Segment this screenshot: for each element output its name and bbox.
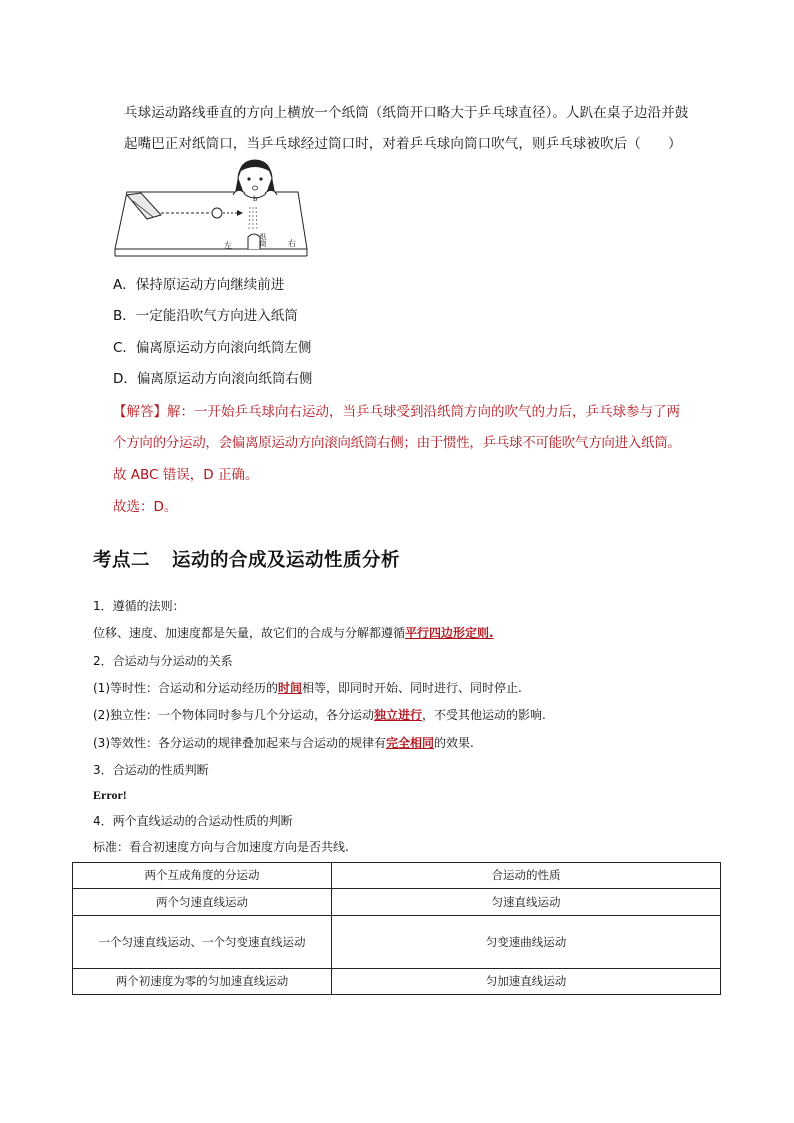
para-4 [93, 679, 522, 696]
option-a: A．保持原运动方向继续前进 [113, 277, 285, 293]
table-cell: 匀变速曲线运动 [332, 916, 721, 969]
table-header-cell: 两个互成角度的分运动 [73, 863, 332, 889]
para-1: 1．遵循的法则： [93, 599, 185, 613]
table-header-row [73, 863, 721, 889]
para-2-highlight: 平行四边形定则. [405, 626, 494, 640]
label-left: 左 [224, 241, 232, 250]
answer-line-1 [113, 400, 680, 420]
table-row [73, 969, 721, 995]
table-cell: 匀加速直线运动 [332, 969, 721, 995]
para-3: 2．合运动与分运动的关系 [93, 654, 233, 668]
section-title-b: 运动的合成及运动性质分析 [172, 550, 401, 571]
para-6 [93, 734, 474, 751]
table-cell: 一个匀速直线运动、一个匀变速直线运动 [73, 916, 332, 969]
para-2-text: 位移、速度、加速度都是矢量，故它们的合成与分解都遵循 [93, 626, 406, 640]
label-tube: 纸筒 [259, 233, 267, 247]
table-header-cell: 合运动的性质 [332, 863, 721, 889]
para-5 [93, 706, 546, 723]
para-7: 3．合运动的性质判断 [93, 763, 209, 777]
table-cell: 匀速直线运动 [332, 889, 721, 916]
para-5-highlight: 独立进行 [374, 708, 423, 722]
para-6-post: 的效果. [434, 736, 474, 750]
para-6-pre: (3)等效性：各分运动的规律叠加起来与合运动的规律有 [93, 736, 387, 750]
option-d: D．偏离原运动方向滚向纸筒右侧 [113, 371, 313, 387]
answer-tag: 【解答】 [113, 404, 167, 420]
table-cell: 两个初速度为零的匀加速直线运动 [73, 969, 332, 995]
answer-line-4: 故选：D。 [113, 499, 178, 515]
para-4-highlight: 时间 [278, 681, 303, 695]
answer-line-3: 故 ABC 错误，D 正确。 [113, 467, 259, 483]
para-5-pre: (2)独立性：一个物体同时参与几个分运动，各分运动 [93, 708, 375, 722]
para-4-pre: (1)等时性：合运动和分运动经历的 [93, 681, 278, 695]
table-cell: 两个匀速直线运动 [73, 889, 332, 916]
para-4-post: 相等，即同时开始、同时进行、同时停止. [302, 681, 522, 695]
label-b: b [253, 195, 258, 203]
table-row [73, 889, 721, 916]
error-text: Error! [93, 788, 127, 802]
table-row [73, 916, 721, 969]
answer-text-1: 解：一开始乒乓球向右运动，当乒乓球受到沿纸筒方向的吹气的力后，乒乓球参与了两 [167, 404, 680, 420]
motion-table [72, 862, 721, 995]
para-9: 标准：看合初速度方向与合加速度方向是否共线. [93, 840, 349, 854]
answer-line-2: 个方向的分运动，会偏离原运动方向滚向纸筒右侧；由于惯性，乒乓球不可能吹气方向进入纸筒。 [113, 435, 681, 451]
question-line-2: 起嘴巴正对纸筒口，当乒乓球经过筒口时，对着乒乓球向筒口吹气，则乒乓球被吹后（ ） [124, 136, 682, 152]
section-title-a: 考点二 [93, 550, 151, 571]
para-2 [93, 624, 494, 641]
label-right: 右 [288, 239, 296, 248]
para-6-highlight: 完全相同 [386, 736, 435, 750]
section-title [93, 546, 400, 572]
option-b: B．一定能沿吹气方向进入纸筒 [113, 308, 298, 324]
para-5-post: ，不受其他运动的影响. [422, 708, 546, 722]
question-line-1: 乓球运动路线垂直的方向上横放一个纸筒（纸筒开口略大于乒乓球直径）。人趴在桌子边沿并鼓 [124, 105, 689, 121]
ping-pong-figure [113, 157, 313, 267]
para-8: 4．两个直线运动的合运动性质的判断 [93, 814, 293, 828]
option-c: C．偏离原运动方向滚向纸筒左侧 [113, 340, 312, 356]
